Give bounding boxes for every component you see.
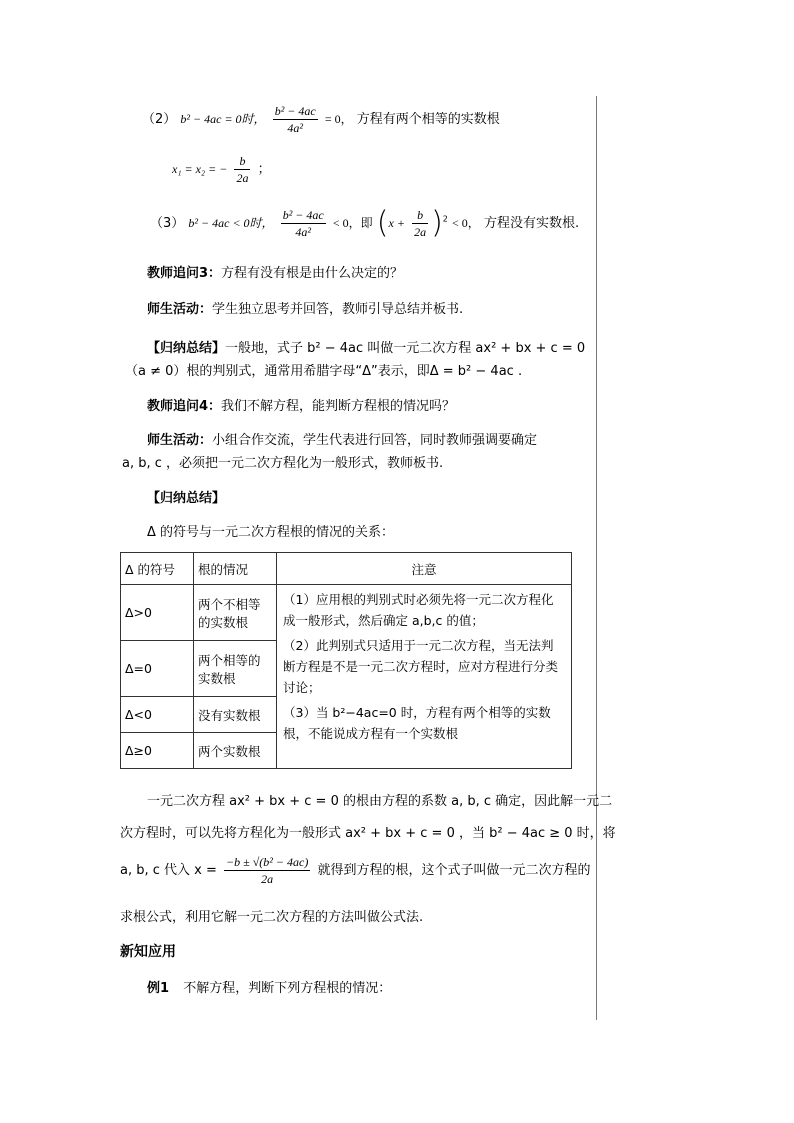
case3-inner-fraction: [412, 208, 428, 239]
table-header-row: [121, 553, 572, 585]
note-3: （3）当 b²−4ac=0 时，方程有两个相等的实数根，不能说成方程有一个实数根: [283, 705, 551, 741]
summary2-label: 【归纳总结】: [147, 491, 226, 506]
header-roots: 根的情况: [194, 553, 277, 585]
para-line3: [120, 855, 590, 886]
case2-frac-den: 4a²: [287, 121, 303, 135]
note-2: （2）此判别式只适用于一元二次方程，当无法判断方程是不是一元二次方程时，应对方程进行分类讨论；: [283, 638, 559, 695]
case3-text: 方程没有实数根.: [483, 216, 580, 231]
discriminant-table: [120, 552, 572, 769]
case3-number: （3）: [150, 216, 185, 231]
case2-frac-num: b² − 4ac: [274, 104, 316, 118]
row1-sign: Δ>0: [121, 585, 194, 641]
row4-sign: Δ≥0: [121, 733, 194, 769]
relation-line: [147, 521, 394, 540]
example-text: 不解方程，判断下列方程根的情况：: [183, 981, 392, 996]
para-text1: 一元二次方程 ax² + bx + c = 0 的根由方程的系数 a, b, c 确定，因此解一元二: [147, 794, 613, 809]
question3: [147, 262, 403, 281]
formula-numerator: −b ± √(b² − 4ac): [226, 855, 309, 869]
header-sign: Δ 的符号: [121, 553, 194, 585]
para-text2: 次方程时，可以先将方程化为一般形式 ax² + bx + c = 0 ，当 b² − 4ac ≥ 0 时，将: [120, 826, 616, 841]
case3-line: [150, 205, 580, 241]
row3-roots: 没有实数根: [194, 697, 277, 733]
roots-tail: ；: [257, 162, 271, 177]
para-text4: 求根公式，利用它解一元二次方程的方法叫做公式法.: [120, 910, 424, 925]
activity4-line2: [122, 452, 443, 471]
para-text3-pre: a, b, c 代入 x =: [120, 863, 217, 878]
case3-frac-num: b² − 4ac: [282, 208, 324, 222]
roots-lhs: x₁ = x₂ = −: [172, 162, 228, 176]
summary1-line1: [147, 337, 585, 356]
activity4-label: 师生活动：: [147, 433, 213, 448]
summary1-text2: （a ≠ 0）根的判别式，通常用希腊字母“Δ”表示，即Δ = b² − 4ac .: [125, 364, 523, 379]
case3-inner-den: 2a: [414, 225, 427, 239]
para-line2: [120, 822, 616, 841]
roots-line: [172, 154, 271, 185]
quadratic-formula: [224, 855, 310, 886]
question3-text: 方程有没有根是由什么决定的？: [221, 266, 404, 281]
case3-fraction: [281, 208, 326, 239]
case2-number: （2）: [142, 112, 177, 127]
question4-text: 我们不解方程，能判断方程根的情况吗？: [221, 399, 456, 414]
question3-label: 教师追问3：: [147, 266, 222, 281]
header-note: 注意: [277, 553, 572, 585]
page-margin-line: [596, 96, 597, 1020]
case3-inner: x +: [388, 216, 405, 230]
case3-inner-num: b: [412, 208, 428, 224]
question4: [147, 395, 455, 414]
roots-frac-den: 2a: [236, 171, 249, 185]
para-line4: [120, 906, 423, 925]
summary2: [147, 487, 225, 506]
case2-fraction: [273, 104, 318, 135]
square-exponent: 2: [442, 214, 448, 224]
left-paren: (: [376, 205, 389, 241]
activity3-label: 师生活动：: [147, 302, 213, 317]
para-text3-post: 就得到方程的根，这个式子叫做一元二次方程的: [317, 863, 591, 878]
notes-cell: [277, 585, 572, 769]
summary1-text1: 一般地，式子 b² − 4ac 叫做一元二次方程 ax² + bx + c = 0: [225, 341, 586, 356]
para-line1: [147, 790, 612, 809]
relation-text: Δ 的符号与一元二次方程根的情况的关系：: [147, 525, 395, 540]
activity3: [147, 298, 463, 317]
case3-frac-den: 4a²: [295, 225, 311, 239]
formula-denominator: 2a: [261, 872, 274, 886]
activity4-line1: [147, 429, 537, 448]
row1-roots: 两个不相等的实数根: [194, 585, 277, 641]
case3-condition: b² − 4ac < 0时，: [188, 216, 274, 230]
summary1-label: 【归纳总结】: [147, 341, 226, 356]
case3-relation2: < 0，: [452, 216, 480, 230]
activity4-text2: a, b, c ，必须把一元二次方程化为一般形式，教师板书.: [122, 456, 444, 471]
example-line: [147, 977, 391, 996]
row2-sign: Δ=0: [121, 641, 194, 697]
right-paren: ): [431, 205, 443, 241]
case2-relation: = 0，: [324, 112, 353, 126]
case2-text: 方程有两个相等的实数根: [356, 112, 500, 127]
row4-roots: 两个实数根: [194, 733, 277, 769]
case2-condition: b² − 4ac = 0时，: [180, 112, 266, 126]
roots-frac-num: b: [234, 154, 250, 170]
example-label: 例1: [147, 981, 170, 996]
summary1-line2: [125, 360, 522, 379]
table-row: [121, 585, 572, 641]
case3-relation: < 0，即: [332, 216, 373, 230]
row3-sign: Δ<0: [121, 697, 194, 733]
roots-fraction: [234, 154, 250, 185]
activity4-text1: 小组合作交流，学生代表进行回答，同时教师强调要确定: [212, 433, 538, 448]
question4-label: 教师追问4：: [147, 399, 222, 414]
note-1: （1）应用根的判别式时必须先将一元二次方程化成一般形式，然后确定 a,b,c 的值；: [283, 592, 554, 628]
section-heading: [120, 941, 176, 961]
activity3-text: 学生独立思考并回答，教师引导总结并板书.: [212, 302, 464, 317]
case2-line: [142, 104, 500, 135]
section-title: 新知应用: [120, 944, 176, 960]
row2-roots: 两个相等的实数根: [194, 641, 277, 697]
